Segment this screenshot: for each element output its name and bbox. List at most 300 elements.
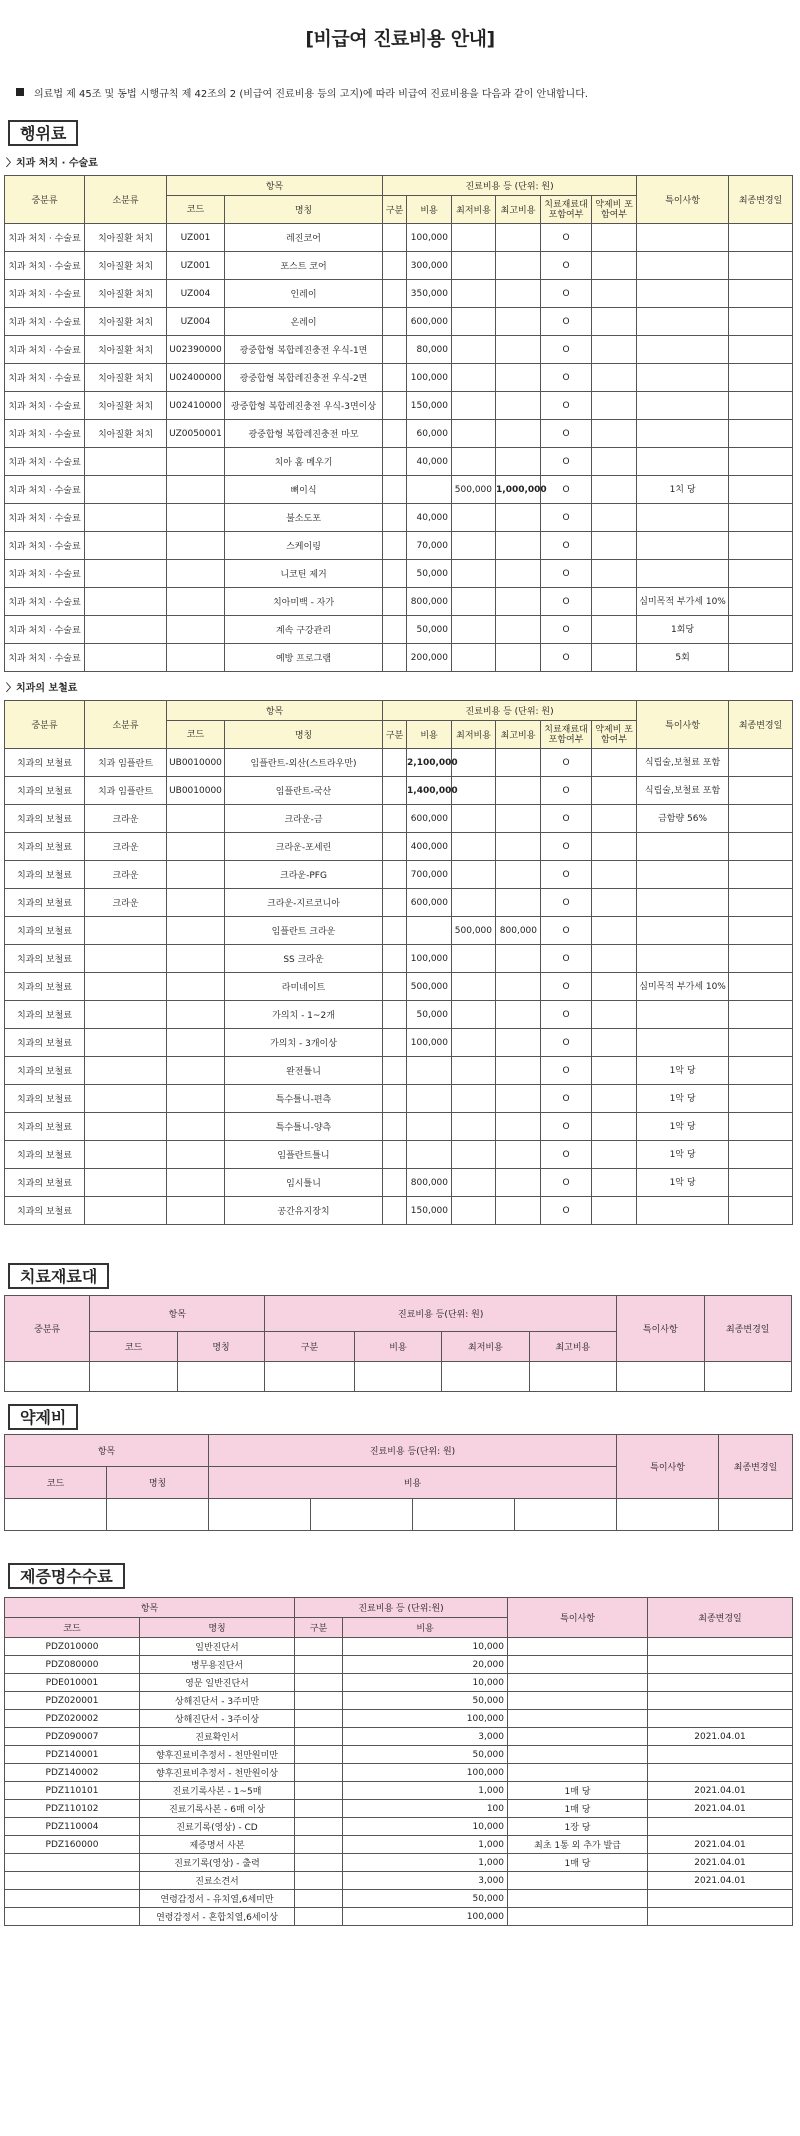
cell-name: 진료기록(영상) - 출력: [140, 1854, 295, 1872]
cell-name: 크라운-PFG: [225, 861, 383, 889]
cell-code: [167, 917, 225, 945]
table-row: [5, 420, 793, 448]
cell-drug: [592, 532, 637, 560]
cell-max: [496, 308, 541, 336]
cell-note: [637, 833, 729, 861]
cell-mid: 치과의 보철료: [5, 973, 85, 1001]
cell-note: 1매 당: [508, 1854, 648, 1872]
col-material-included: 치료재료대 포함여부: [541, 196, 592, 224]
cell-note: [637, 448, 729, 476]
col-small: 소분류: [85, 176, 167, 224]
table-row: [5, 1800, 793, 1818]
cell-note: [637, 224, 729, 252]
cell-mid: 치과 처치 · 수술료: [5, 392, 85, 420]
page-title: [비급여 진료비용 안내]: [305, 28, 495, 50]
cell-note: [508, 1746, 648, 1764]
cell-min: [452, 252, 496, 280]
cell-cost: 1,000: [343, 1782, 508, 1800]
cell-min: [452, 644, 496, 672]
cell-date: [729, 749, 793, 777]
cell-drug: [592, 588, 637, 616]
cell-cost: 100,000: [343, 1764, 508, 1782]
col-type: 구분: [383, 196, 407, 224]
notice-text: 의료법 제 45조 및 동법 시행규칙 제 42조의 2 (비급여 진료비용 등의 고지)에 따라 비급여 진료비용을 다음과 같이 안내합니다.: [34, 88, 589, 100]
cell-max: [496, 1029, 541, 1057]
cell-date: [729, 805, 793, 833]
cell-small: [85, 616, 167, 644]
cell-type: [383, 616, 407, 644]
cell-mat: O: [541, 252, 592, 280]
cell-mat: O: [541, 420, 592, 448]
cell-date: [729, 476, 793, 504]
cell-cost: 100,000: [343, 1908, 508, 1926]
cell-max: [496, 833, 541, 861]
cell-type: [383, 973, 407, 1001]
cell-note: [637, 560, 729, 588]
cell-max: [496, 973, 541, 1001]
cell-name: 온레이: [225, 308, 383, 336]
cell-note: 심미목적 부가세 10%: [637, 973, 729, 1001]
cell-type: [295, 1818, 343, 1836]
cell-note: 1악 당: [637, 1085, 729, 1113]
cell-small: [85, 1085, 167, 1113]
table-row: [5, 1001, 793, 1029]
cell-note: [508, 1656, 648, 1674]
cell-code: [167, 1141, 225, 1169]
cell-type: [295, 1764, 343, 1782]
cell-mid: 치과의 보철료: [5, 1197, 85, 1225]
cell-mat: O: [541, 560, 592, 588]
col-code: 코드: [5, 1467, 107, 1499]
cell-name: 뼈이식: [225, 476, 383, 504]
cell-min: [452, 504, 496, 532]
cell-name: 광중합형 복합레진충전 마모: [225, 420, 383, 448]
cell-name: 예방 프로그램: [225, 644, 383, 672]
cell-date: [729, 1169, 793, 1197]
cell-cost: 80,000: [407, 336, 452, 364]
cell-max: [496, 532, 541, 560]
cell-min: [452, 1029, 496, 1057]
cell-name: 스케이링: [225, 532, 383, 560]
table-row: [5, 973, 793, 1001]
section-heading-drugs: 약제비: [8, 1404, 78, 1430]
cell-note: [637, 889, 729, 917]
cell-date: [648, 1656, 793, 1674]
cell-cost: 40,000: [407, 448, 452, 476]
col-item: 항목: [90, 1296, 265, 1332]
cell-code: U02410000: [167, 392, 225, 420]
table-row: [5, 1890, 793, 1908]
cell-mat: O: [541, 805, 592, 833]
cell-mat: O: [541, 973, 592, 1001]
cell-drug: [592, 1001, 637, 1029]
cell-cost: 50,000: [343, 1692, 508, 1710]
cell-name: SS 크라운: [225, 945, 383, 973]
col-cost: 비용: [407, 721, 452, 749]
cell-date: [729, 252, 793, 280]
cell-cost: 150,000: [407, 1197, 452, 1225]
col-cost: 비용: [407, 196, 452, 224]
cell-name: 진료기록사본 - 6매 이상: [140, 1800, 295, 1818]
cell-small: 치아질환 처치: [85, 252, 167, 280]
cell-note: 최초 1통 외 추가 발급: [508, 1836, 648, 1854]
col-cost-group: 진료비용 등 (단위:원): [295, 1598, 508, 1618]
table-row: [5, 1782, 793, 1800]
cell-type: [383, 861, 407, 889]
col-type: 구분: [265, 1332, 354, 1362]
cell-drug: [592, 1141, 637, 1169]
cell-max: [496, 749, 541, 777]
cell-type: [383, 364, 407, 392]
cell-note: [637, 1001, 729, 1029]
cell-min: [452, 448, 496, 476]
cell-small: 크라운: [85, 833, 167, 861]
cell-min: [452, 973, 496, 1001]
cell-code: [5, 1872, 140, 1890]
cell-small: 치아질환 처치: [85, 224, 167, 252]
cell-note: [637, 1029, 729, 1057]
table-row: [5, 945, 793, 973]
cell-small: [85, 1113, 167, 1141]
cell-note: [637, 945, 729, 973]
cell-name: 특수틀니-양측: [225, 1113, 383, 1141]
cell-date: [729, 833, 793, 861]
table-row: [5, 1710, 793, 1728]
cell-type: [295, 1638, 343, 1656]
cell-small: [85, 448, 167, 476]
cell-date: [648, 1674, 793, 1692]
cell-type: [383, 1085, 407, 1113]
prosthetics-fee-table: [4, 700, 793, 1225]
cell-max: [496, 504, 541, 532]
cell-code: UZ001: [167, 224, 225, 252]
cell-note: [508, 1710, 648, 1728]
cell-type: [383, 588, 407, 616]
cell-drug: [592, 420, 637, 448]
cell-cost: 700,000: [407, 861, 452, 889]
cell-note: 1악 당: [637, 1113, 729, 1141]
table-row: [5, 1141, 793, 1169]
cell-mat: O: [541, 336, 592, 364]
cell-small: [85, 560, 167, 588]
cell-small: 치과 임플란트: [85, 749, 167, 777]
cell-date: [729, 917, 793, 945]
cell-small: [85, 1169, 167, 1197]
cell-cost: 150,000: [407, 392, 452, 420]
cell-drug: [592, 1113, 637, 1141]
cell-code: [167, 560, 225, 588]
cell-max: [496, 252, 541, 280]
section-heading-actions: 행위료: [8, 120, 78, 146]
cell-name: 치아미백 - 자가: [225, 588, 383, 616]
cell-mat: O: [541, 588, 592, 616]
col-name: 명칭: [107, 1467, 209, 1499]
cell-min: [452, 1113, 496, 1141]
cell-min: [452, 1169, 496, 1197]
table-row: [5, 476, 793, 504]
cell-type: [295, 1746, 343, 1764]
cell-small: 크라운: [85, 861, 167, 889]
cell-mid: 치과의 보철료: [5, 945, 85, 973]
cell-code: PDZ090007: [5, 1728, 140, 1746]
cell-cost: 800,000: [407, 1169, 452, 1197]
col-type: 구분: [295, 1618, 343, 1638]
cell-note: 1매 당: [508, 1782, 648, 1800]
cell-note: [508, 1908, 648, 1926]
table-row: [5, 1764, 793, 1782]
cell-date: [729, 504, 793, 532]
cell-type: [383, 224, 407, 252]
cell-name: 니코틴 제거: [225, 560, 383, 588]
cell-small: 크라운: [85, 805, 167, 833]
col-cost: 비용: [209, 1467, 617, 1499]
cell-note: [508, 1764, 648, 1782]
cell-code: PDZ020002: [5, 1710, 140, 1728]
cell-code: [5, 1908, 140, 1926]
table-row: [5, 1638, 793, 1656]
cell-name: 가의치 - 3개이상: [225, 1029, 383, 1057]
cell-type: [383, 1141, 407, 1169]
cell-mat: O: [541, 945, 592, 973]
cell-type: [295, 1908, 343, 1926]
cell-date: [648, 1764, 793, 1782]
cell-name: 임플란트-외산(스트라우만): [225, 749, 383, 777]
cell-mat: O: [541, 476, 592, 504]
cell-type: [383, 644, 407, 672]
cell-min: [452, 308, 496, 336]
cell-date: 2021.04.01: [648, 1836, 793, 1854]
cell-min: [452, 749, 496, 777]
cell-note: 금함량 56%: [637, 805, 729, 833]
cell-cost: 500,000: [407, 973, 452, 1001]
cell-date: [729, 616, 793, 644]
cell-mid: 치과 처치 · 수술료: [5, 560, 85, 588]
col-item: 항목: [167, 701, 383, 721]
cell-min: [452, 889, 496, 917]
cell-mid: 치과의 보철료: [5, 889, 85, 917]
cell-name: 향후진료비추정서 - 천만원이상: [140, 1764, 295, 1782]
cell-note: [637, 1197, 729, 1225]
cell-date: [729, 1141, 793, 1169]
cell-type: [295, 1692, 343, 1710]
cell-note: [508, 1890, 648, 1908]
cell-drug: [592, 224, 637, 252]
cell-code: PDZ110102: [5, 1800, 140, 1818]
cell-date: [729, 1113, 793, 1141]
cell-code: [167, 616, 225, 644]
cell-drug: [592, 1057, 637, 1085]
cell-type: [295, 1656, 343, 1674]
cell-cost: 2,100,000: [407, 749, 452, 777]
cell-note: [508, 1728, 648, 1746]
cell-date: [729, 336, 793, 364]
cell-min: [452, 532, 496, 560]
table-row: [5, 1656, 793, 1674]
cell-note: 1치 당: [637, 476, 729, 504]
cell-date: [729, 308, 793, 336]
table-row: [5, 252, 793, 280]
cell-drug: [592, 749, 637, 777]
procedure-fee-table: [4, 175, 793, 672]
cell-mid: 치과의 보철료: [5, 1001, 85, 1029]
cell-mid: 치과 처치 · 수술료: [5, 532, 85, 560]
cell-cost: 70,000: [407, 532, 452, 560]
col-cost-group: 진료비용 등 (단위: 원): [383, 176, 637, 196]
cell-drug: [592, 308, 637, 336]
cell-max: [496, 1113, 541, 1141]
cell-name: 진료소견서: [140, 1872, 295, 1890]
cell-date: [729, 1057, 793, 1085]
cell-note: [637, 336, 729, 364]
cell-date: [729, 1029, 793, 1057]
cell-type: [295, 1854, 343, 1872]
cell-code: UB0010000: [167, 777, 225, 805]
cell-note: 식립술,보철료 포함: [637, 749, 729, 777]
col-note: 특이사항: [617, 1435, 719, 1499]
col-code: 코드: [167, 196, 225, 224]
cell-cost: 1,400,000: [407, 777, 452, 805]
cell-mid: 치과의 보철료: [5, 1113, 85, 1141]
cell-mat: O: [541, 1113, 592, 1141]
table-row: [5, 1057, 793, 1085]
cell-date: [729, 1001, 793, 1029]
cell-code: UZ004: [167, 308, 225, 336]
cell-cost: 1,000: [343, 1836, 508, 1854]
cell-type: [383, 1113, 407, 1141]
cell-code: [5, 1854, 140, 1872]
cell-cost: 600,000: [407, 308, 452, 336]
cell-code: UZ004: [167, 280, 225, 308]
cell-date: [729, 420, 793, 448]
cell-min: [452, 1001, 496, 1029]
cell-max: [496, 1085, 541, 1113]
cell-code: PDZ140001: [5, 1746, 140, 1764]
cell-cost: 10,000: [343, 1638, 508, 1656]
cell-type: [383, 945, 407, 973]
cell-type: [295, 1710, 343, 1728]
cell-mat: O: [541, 1141, 592, 1169]
cell-mat: O: [541, 1169, 592, 1197]
cell-type: [383, 336, 407, 364]
cell-date: [729, 588, 793, 616]
cell-cost: 40,000: [407, 504, 452, 532]
cell-date: 2021.04.01: [648, 1854, 793, 1872]
cell-name: 임플란트-국산: [225, 777, 383, 805]
cell-mat: O: [541, 392, 592, 420]
cell-code: [167, 1057, 225, 1085]
cell-max: [496, 616, 541, 644]
cell-name: 광중합형 복합레진충전 우식-1면: [225, 336, 383, 364]
cell-small: [85, 1197, 167, 1225]
cell-mat: O: [541, 889, 592, 917]
cell-small: 치아질환 처치: [85, 308, 167, 336]
col-item: 항목: [5, 1435, 209, 1467]
cell-note: 1악 당: [637, 1057, 729, 1085]
cell-type: [383, 420, 407, 448]
cell-mat: O: [541, 1057, 592, 1085]
cell-max: [496, 588, 541, 616]
cell-cost: 350,000: [407, 280, 452, 308]
cell-small: [85, 644, 167, 672]
cell-min: [452, 392, 496, 420]
cell-drug: [592, 616, 637, 644]
cell-cost: 400,000: [407, 833, 452, 861]
cell-code: [167, 1169, 225, 1197]
cell-min: [452, 1141, 496, 1169]
cell-note: [637, 917, 729, 945]
col-max: 최고비용: [496, 196, 541, 224]
table-row: [5, 1197, 793, 1225]
cell-type: [295, 1728, 343, 1746]
cell-cost: 50,000: [407, 1001, 452, 1029]
cell-type: [295, 1872, 343, 1890]
cell-mid: 치과의 보철료: [5, 777, 85, 805]
cell-name: 인레이: [225, 280, 383, 308]
cell-date: [729, 1085, 793, 1113]
cell-name: 특수틀니-편측: [225, 1085, 383, 1113]
cell-mid: 치과 처치 · 수술료: [5, 336, 85, 364]
cell-date: [729, 945, 793, 973]
table-row: [5, 392, 793, 420]
cell-note: [508, 1638, 648, 1656]
table-row: [5, 749, 793, 777]
cell-name: 일반진단서: [140, 1638, 295, 1656]
cell-date: [729, 889, 793, 917]
cell-code: [167, 973, 225, 1001]
cell-mid: 치과의 보철료: [5, 1085, 85, 1113]
cell-cost: 1,000: [343, 1854, 508, 1872]
table-row: [5, 917, 793, 945]
cell-note: [508, 1674, 648, 1692]
col-max: 최고비용: [496, 721, 541, 749]
cell-note: [637, 532, 729, 560]
cell-min: [452, 777, 496, 805]
cell-name: 임플란트틀니: [225, 1141, 383, 1169]
cell-min: [452, 224, 496, 252]
cell-code: PDZ010000: [5, 1638, 140, 1656]
cell-mid: 치과의 보철료: [5, 805, 85, 833]
cell-type: [383, 1169, 407, 1197]
cell-note: 심미목적 부가세 10%: [637, 588, 729, 616]
table-row: [5, 588, 793, 616]
cell-name: 연령감정서 - 유치열,6세미만: [140, 1890, 295, 1908]
cell-min: [452, 616, 496, 644]
col-note: 특이사항: [508, 1598, 648, 1638]
cell-name: 크라운-포세린: [225, 833, 383, 861]
cell-drug: [592, 364, 637, 392]
cell-cost: [407, 1113, 452, 1141]
cell-code: [167, 504, 225, 532]
col-min: 최저비용: [452, 196, 496, 224]
col-code: 코드: [90, 1332, 177, 1362]
cell-small: [85, 1057, 167, 1085]
cell-date: [729, 560, 793, 588]
cell-type: [295, 1674, 343, 1692]
cell-note: 1장 당: [508, 1818, 648, 1836]
cell-name: 완전틀니: [225, 1057, 383, 1085]
col-code: 코드: [5, 1618, 140, 1638]
cell-max: [496, 420, 541, 448]
cell-mid: 치과 처치 · 수술료: [5, 644, 85, 672]
col-min: 최저비용: [452, 721, 496, 749]
cell-note: 1매 당: [508, 1800, 648, 1818]
cell-code: [167, 532, 225, 560]
cell-mid: 치과 처치 · 수술료: [5, 364, 85, 392]
cell-small: 치아질환 처치: [85, 392, 167, 420]
col-cost-group: 진료비용 등(단위: 원): [209, 1435, 617, 1467]
cell-type: [383, 280, 407, 308]
cell-date: 2021.04.01: [648, 1872, 793, 1890]
